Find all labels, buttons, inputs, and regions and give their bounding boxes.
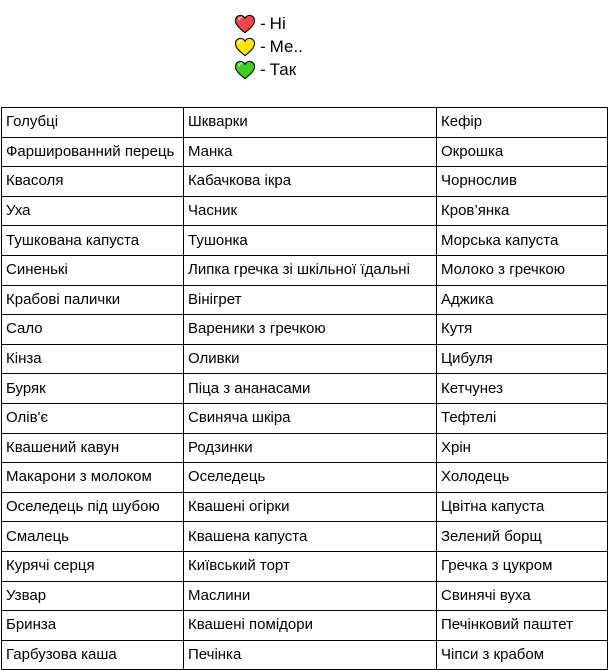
- table-cell: Уха: [2, 196, 184, 226]
- table-cell: Квасоля: [2, 167, 184, 197]
- table-cell: Оселедець: [184, 463, 437, 493]
- legend-item-meh: - Ме..: [234, 35, 434, 58]
- table-cell: Квашена капуста: [184, 522, 437, 552]
- table-cell: Квашені помідори: [184, 611, 437, 641]
- table-cell: Шкварки: [184, 108, 437, 138]
- table-row: [2, 551, 608, 581]
- table-cell: Молоко з гречкою: [437, 255, 608, 285]
- table-cell: Олів'є: [2, 403, 184, 433]
- table-cell: Гарбузова каша: [2, 640, 184, 670]
- table-cell: Родзинки: [184, 433, 437, 463]
- table-cell: Часник: [184, 196, 437, 226]
- table-cell: Кінза: [2, 344, 184, 374]
- table-row: [2, 167, 608, 197]
- table-cell: Зелений борщ: [437, 522, 608, 552]
- food-table-body: [2, 108, 608, 670]
- legend-label: Ме..: [269, 37, 303, 56]
- table-row: [2, 255, 608, 285]
- table-cell: Гречка з цукром: [437, 551, 608, 581]
- table-cell: Хрін: [437, 433, 608, 463]
- red-heart-icon: [234, 14, 256, 34]
- table-cell: Фаршированний перець: [2, 137, 184, 167]
- table-row: [2, 640, 608, 670]
- table-row: [2, 315, 608, 345]
- legend-label: Так: [269, 60, 297, 79]
- table-cell: Кутя: [437, 315, 608, 345]
- table-cell: Смалець: [2, 522, 184, 552]
- table-cell: Оливки: [184, 344, 437, 374]
- table-cell: Кетчунез: [437, 374, 608, 404]
- food-table: [1, 107, 608, 670]
- table-cell: Свинячі вуха: [437, 581, 608, 611]
- table-cell: Буряк: [2, 374, 184, 404]
- table-row: [2, 433, 608, 463]
- table-cell: Кров’янка: [437, 196, 608, 226]
- table-row: [2, 611, 608, 641]
- yellow-heart-icon: [234, 37, 256, 57]
- table-cell: Чіпси з крабом: [437, 640, 608, 670]
- table-cell: Холодець: [437, 463, 608, 493]
- green-heart-icon: [234, 60, 256, 80]
- table-cell: Крабові палички: [2, 285, 184, 315]
- table-cell: Липка гречка зі шкільної їдальні: [184, 255, 437, 285]
- legend-item-yes: - Так: [234, 58, 434, 81]
- table-row: [2, 196, 608, 226]
- table-cell: Оселедець під шубою: [2, 492, 184, 522]
- table-cell: Синенькі: [2, 255, 184, 285]
- table-row: [2, 285, 608, 315]
- table-cell: Свиняча шкіра: [184, 403, 437, 433]
- table-cell: Київський торт: [184, 551, 437, 581]
- table-cell: Тушонка: [184, 226, 437, 256]
- table-cell: Квашений кавун: [2, 433, 184, 463]
- table-cell: Вінігрет: [184, 285, 437, 315]
- table-row: [2, 463, 608, 493]
- table-cell: Чорнослив: [437, 167, 608, 197]
- table-cell: Кабачкова ікра: [184, 167, 437, 197]
- table-cell: Окрошка: [437, 137, 608, 167]
- table-cell: Узвар: [2, 581, 184, 611]
- table-cell: Маслини: [184, 581, 437, 611]
- table-cell: Манка: [184, 137, 437, 167]
- table-cell: Тушкована капуста: [2, 226, 184, 256]
- table-row: [2, 374, 608, 404]
- table-cell: Морська капуста: [437, 226, 608, 256]
- table-row: [2, 226, 608, 256]
- table-cell: Печінка: [184, 640, 437, 670]
- table-cell: Голубці: [2, 108, 184, 138]
- legend: [234, 12, 434, 81]
- table-cell: Бринза: [2, 611, 184, 641]
- table-cell: Макарони з молоком: [2, 463, 184, 493]
- legend-item-no: - Ні: [234, 12, 434, 35]
- table-cell: Тефтелі: [437, 403, 608, 433]
- table-row: [2, 581, 608, 611]
- table-cell: Сало: [2, 315, 184, 345]
- table-cell: Курячі серця: [2, 551, 184, 581]
- table-row: [2, 344, 608, 374]
- table-cell: Печінковий паштет: [437, 611, 608, 641]
- table-cell: Піца з ананасами: [184, 374, 437, 404]
- table-cell: Аджика: [437, 285, 608, 315]
- table-row: [2, 492, 608, 522]
- table-cell: Цибуля: [437, 344, 608, 374]
- table-cell: Квашені огірки: [184, 492, 437, 522]
- table-cell: Цвітна капуста: [437, 492, 608, 522]
- legend-label: Ні: [269, 14, 286, 33]
- table-cell: Кефір: [437, 108, 608, 138]
- table-row: [2, 403, 608, 433]
- table-row: [2, 108, 608, 138]
- table-cell: Вареники з гречкою: [184, 315, 437, 345]
- table-row: [2, 522, 608, 552]
- table-row: [2, 137, 608, 167]
